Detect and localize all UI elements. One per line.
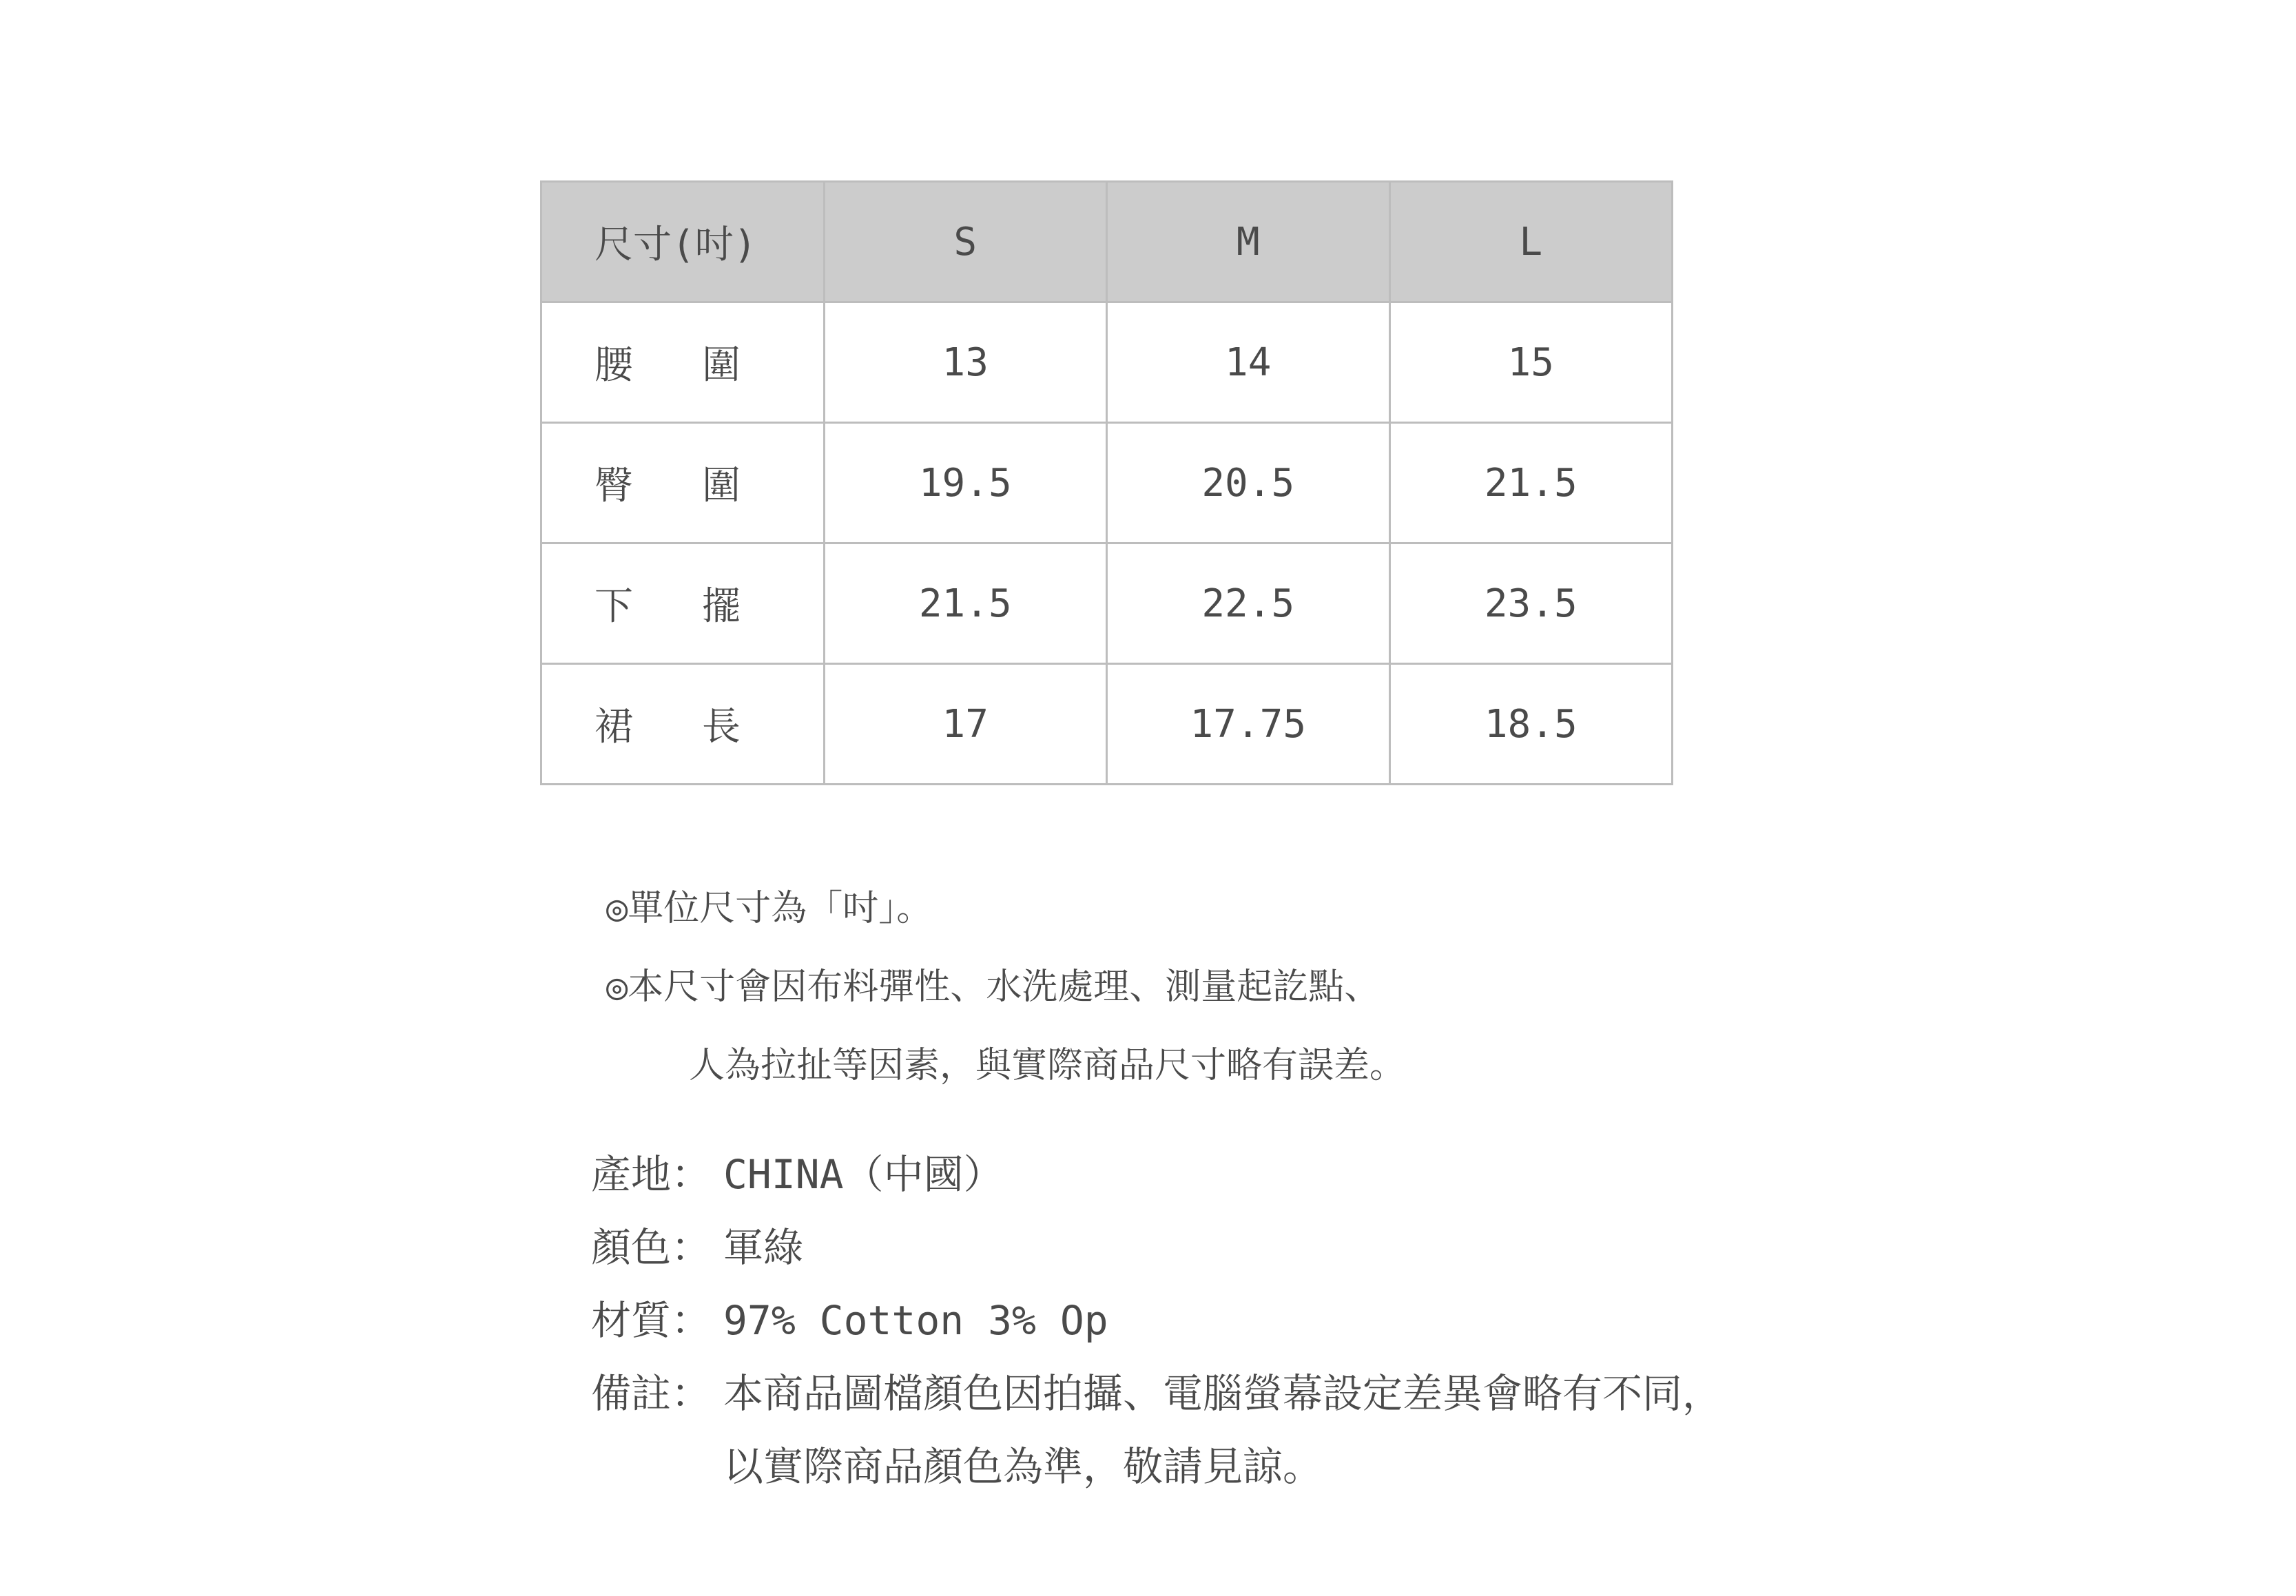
row-label-skirt-length: [541, 664, 825, 785]
table-cell: 18.5: [1389, 664, 1673, 785]
table-cell: 23.5: [1389, 543, 1673, 664]
header-size-s: S: [824, 182, 1107, 302]
material-value: 97% Cotton 3% Op: [723, 1297, 1108, 1344]
remark-value-continued: 以實際商品顏色為準，敬請見諒。: [723, 1443, 1323, 1490]
table-row-skirt-length: [541, 664, 1673, 785]
header-size-l: L: [1389, 182, 1673, 302]
table-cell: 17.75: [1107, 664, 1390, 785]
info-material: [591, 1284, 1722, 1357]
table-row-waist: [541, 302, 1673, 423]
size-notes: [606, 869, 1405, 1105]
remark-value: 本商品圖檔顏色因拍攝、電腦螢幕設定差異會略有不同，: [723, 1370, 1723, 1417]
table-cell: 15: [1389, 302, 1673, 423]
color-value: 軍綠: [723, 1224, 804, 1271]
table-cell: 21.5: [824, 543, 1107, 664]
note-tolerance-continued: 人為拉扯等因素，與實際商品尺寸略有誤差。: [689, 1045, 1406, 1086]
origin-label: 產地：: [591, 1151, 712, 1198]
table-cell: 19.5: [824, 423, 1107, 543]
row-label-hem: [541, 543, 825, 664]
row-label-char: 臀: [594, 464, 633, 508]
table-cell: 13: [824, 302, 1107, 423]
row-label-char: 擺: [702, 584, 741, 629]
row-label-char: 腰: [594, 343, 633, 388]
header-size-m: M: [1107, 182, 1390, 302]
table-row-hem: [541, 543, 1673, 664]
row-label-hip: [541, 423, 825, 543]
table-cell: 22.5: [1107, 543, 1390, 664]
table-cell: 14: [1107, 302, 1390, 423]
size-table: [540, 180, 1673, 785]
origin-value: CHINA（中國）: [723, 1151, 1004, 1198]
table-row-hip: [541, 423, 1673, 543]
note-unit: ◎單位尺寸為「吋」。: [606, 888, 933, 929]
color-label: 顏色：: [591, 1224, 712, 1271]
material-label: 材質：: [591, 1297, 712, 1344]
table-header-row: [541, 182, 1673, 302]
row-label-char: 圍: [702, 343, 741, 388]
info-color: [591, 1211, 1722, 1284]
row-label-char: 裙: [594, 705, 633, 749]
info-origin: [591, 1138, 1722, 1211]
row-label-char: 圍: [702, 464, 741, 508]
row-label-waist: [541, 302, 825, 423]
header-size-unit: 尺寸(吋): [541, 182, 825, 302]
row-label-char: 下: [594, 584, 633, 629]
table-cell: 17: [824, 664, 1107, 785]
remark-label: 備註：: [591, 1370, 712, 1417]
table-cell: 20.5: [1107, 423, 1390, 543]
row-label-char: 長: [702, 705, 741, 749]
table-cell: 21.5: [1389, 423, 1673, 543]
note-tolerance: ◎本尺寸會因布料彈性、水洗處理、測量起訖點、: [606, 966, 1380, 1008]
info-remark: [591, 1357, 1722, 1430]
product-info: [591, 1138, 1722, 1503]
